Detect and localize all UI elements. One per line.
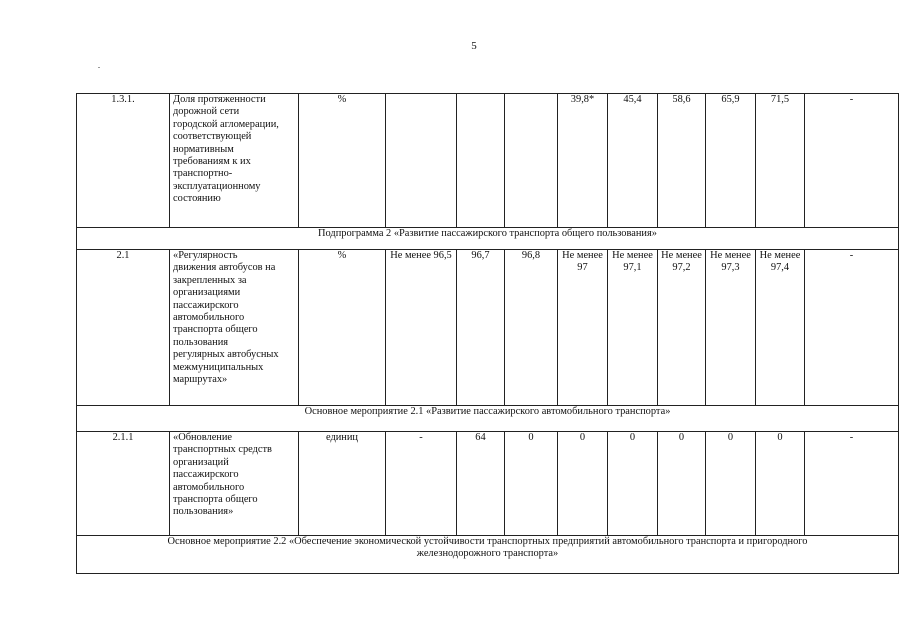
indicator-number: 1.3.1.: [77, 94, 170, 228]
indicator-value: 0: [558, 432, 608, 536]
section-title: [77, 536, 899, 574]
section-title-line: Подпрограмма 2 «Развитие пассажирского транспорта общего пользования»: [318, 228, 657, 239]
indicator-note: -: [805, 250, 899, 406]
indicator-value: 0: [608, 432, 658, 536]
indicator-note: -: [805, 94, 899, 228]
indicator-row: [77, 432, 899, 536]
indicator-value: Не менее 97,1: [608, 250, 658, 406]
indicator-value: Не менее 97,2: [658, 250, 706, 406]
indicator-unit: %: [299, 250, 386, 406]
indicator-value: 39,8*: [558, 94, 608, 228]
indicator-name: Доля протяженности дорожной сети городской агломерации, соответствующей нормативным требованиям к их транспортно- эксплуатационному состоянию: [170, 94, 299, 228]
indicator-value: 45,4: [608, 94, 658, 228]
indicator-value: [505, 94, 558, 228]
indicator-value: 64: [457, 432, 505, 536]
indicator-unit: единиц: [299, 432, 386, 536]
indicator-value: 96,8: [505, 250, 558, 406]
indicator-value: Не менее 96,5: [386, 250, 457, 406]
indicator-value: [386, 94, 457, 228]
indicator-row: [77, 250, 899, 406]
indicator-number: 2.1: [77, 250, 170, 406]
indicator-value: Не менее 97,3: [706, 250, 756, 406]
indicator-number: 2.1.1: [77, 432, 170, 536]
indicator-row: [77, 94, 899, 228]
indicator-value: 96,7: [457, 250, 505, 406]
indicators-table-body: [77, 94, 899, 574]
indicator-value: 0: [706, 432, 756, 536]
section-title-line: Основное мероприятие 2.2 «Обеспечение экономической устойчивости транспортных предприятий автомобильного транспорта и пригородного: [167, 536, 808, 547]
scan-speck: [98, 67, 100, 68]
section-title: [77, 228, 899, 250]
indicators-table: [76, 93, 899, 574]
page-number: 5: [471, 40, 477, 52]
indicator-note: -: [805, 432, 899, 536]
indicator-value: -: [386, 432, 457, 536]
section-title: [77, 406, 899, 432]
indicator-name: «Обновление транспортных средств организаций пассажирского автомобильного транспорта общего пользования»: [170, 432, 299, 536]
section-row: [77, 406, 899, 432]
indicator-name: «Регулярность движения автобусов на закрепленных за организациями пассажирского автомобильного транспорта общего пользования регулярных автобусных межмуниципальных маршрутах»: [170, 250, 299, 406]
section-row: [77, 536, 899, 574]
indicator-value: 0: [505, 432, 558, 536]
indicator-value: 71,5: [756, 94, 805, 228]
indicator-value: 0: [658, 432, 706, 536]
section-row: [77, 228, 899, 250]
section-title-line: железнодорожного транспорта»: [416, 548, 559, 560]
indicator-value: [457, 94, 505, 228]
indicator-value: 65,9: [706, 94, 756, 228]
indicator-value: Не менее 97,4: [756, 250, 805, 406]
indicator-value: Не менее 97: [558, 250, 608, 406]
indicator-unit: %: [299, 94, 386, 228]
section-title-line: Основное мероприятие 2.1 «Развитие пассажирского автомобильного транспорта»: [304, 406, 671, 417]
indicator-value: 58,6: [658, 94, 706, 228]
indicator-value: 0: [756, 432, 805, 536]
